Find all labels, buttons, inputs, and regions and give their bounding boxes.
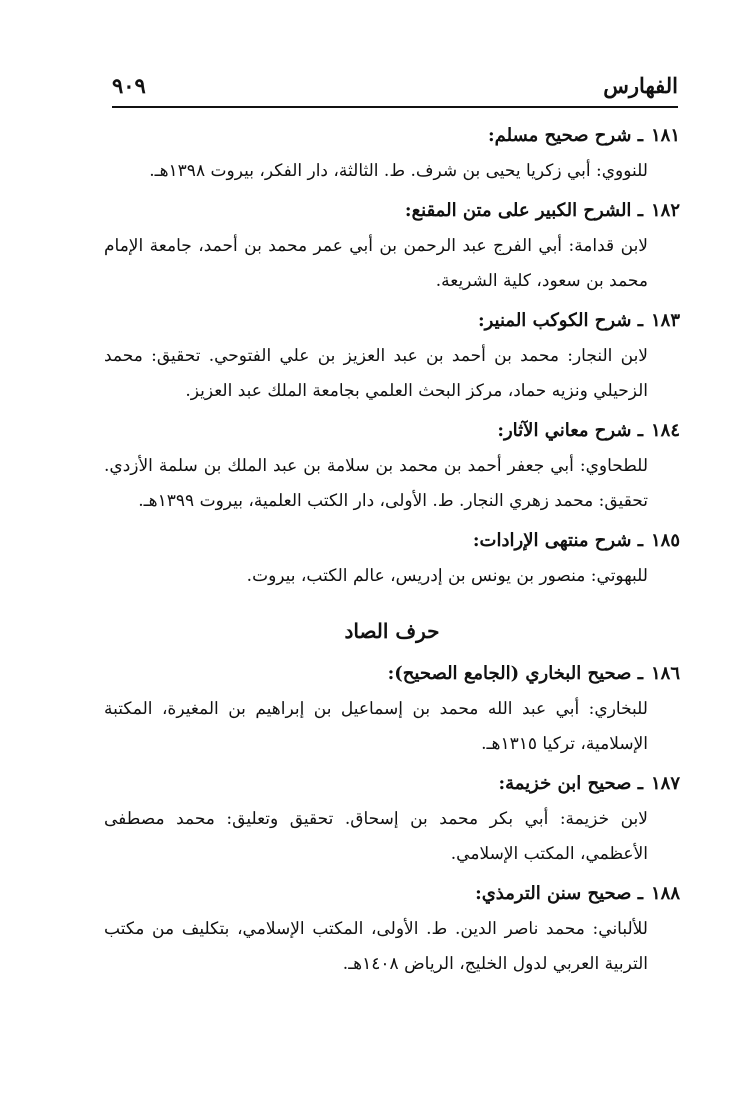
entry-body: لابن قدامة: أبي الفرج عبد الرحمن بن أبي عمر محمد بن أحمد، جامعة الإمام محمد بن سعود، كلية الشريعة. — [104, 236, 648, 291]
entry-body: للبهوتي: منصور بن يونس بن إدريس، عالم الكتب، بيروت. — [246, 566, 648, 586]
entry-number: ١٨٣ — [650, 310, 680, 331]
entry-heading — [104, 193, 680, 229]
entry-heading — [104, 118, 680, 154]
entry-title: ـ شرح منتهى الإرادات: — [472, 530, 643, 551]
section-title: حرف الصاد — [344, 619, 440, 643]
entry-body: للبخاري: أبي عبد الله محمد بن إسماعيل بن إبراهيم بن المغيرة، المكتبة الإسلامية، تركيا ١٣١٥هـ. — [104, 699, 648, 754]
header-title: الفهارس — [603, 73, 678, 98]
entry-body: لابن النجار: محمد بن أحمد بن عبد العزيز بن علي الفتوحي. تحقيق: محمد الزحيلي ونزيه حماد، مركز البحث العلمي بجامعة الملك عبد العزيز. — [104, 346, 648, 401]
entry-number: ١٨٥ — [650, 530, 680, 551]
entry-number: ١٨٢ — [650, 200, 680, 221]
bibliography-list — [104, 118, 680, 986]
bibliography-entry — [104, 766, 680, 872]
entry-heading — [104, 523, 680, 559]
bibliography-entry — [104, 656, 680, 762]
entry-number: ١٨٤ — [650, 420, 680, 441]
entry-title: ـ شرح صحيح مسلم: — [488, 125, 643, 146]
entry-body: للألباني: محمد ناصر الدين. ط. الأولى، المكتب الإسلامي، بتكليف من مكتب التربية العربي لدول الخليج، الرياض ١٤٠٨هـ. — [104, 919, 648, 974]
bibliography-entry — [104, 523, 680, 594]
page-header — [112, 72, 678, 108]
entry-body: لابن خزيمة: أبي بكر محمد بن إسحاق. تحقيق وتعليق: محمد مصطفى الأعظمي، المكتب الإسلامي. — [104, 809, 648, 864]
entry-number: ١٨١ — [650, 125, 680, 146]
entry-body: للطحاوي: أبي جعفر أحمد بن محمد بن سلامة بن عبد الملك بن سلمة الأزدي. تحقيق: محمد زهري النجار. ط. الأولى، دار الكتب العلمية، بيروت ١٣٩٩هـ. — [104, 456, 648, 511]
entry-heading — [104, 303, 680, 339]
entry-number: ١٨٨ — [650, 883, 680, 904]
entry-number: ١٨٧ — [650, 773, 680, 794]
bibliography-entry — [104, 118, 680, 189]
entry-heading — [104, 656, 680, 692]
entry-title: ـ الشرح الكبير على متن المقنع: — [404, 200, 643, 221]
entry-heading — [104, 413, 680, 449]
entry-title: ـ شرح الكوكب المنير: — [477, 310, 643, 331]
bibliography-entry — [104, 413, 680, 519]
entry-title: ـ صحيح سنن الترمذي: — [475, 883, 643, 904]
entry-title: ـ صحيح ابن خزيمة: — [498, 773, 643, 794]
entry-number: ١٨٦ — [650, 663, 680, 684]
entry-heading — [104, 766, 680, 802]
entry-body: للنووي: أبي زكريا يحيى بن شرف. ط. الثالثة، دار الفكر، بيروت ١٣٩٨هـ. — [149, 161, 648, 181]
entry-title: ـ صحيح البخاري (الجامع الصحيح): — [387, 663, 643, 684]
bibliography-entry — [104, 876, 680, 982]
entry-heading — [104, 876, 680, 912]
page-number: ٩٠٩ — [112, 73, 146, 98]
entry-title: ـ شرح معاني الآثار: — [497, 420, 643, 441]
bibliography-entry — [104, 303, 680, 409]
bibliography-entry — [104, 193, 680, 299]
